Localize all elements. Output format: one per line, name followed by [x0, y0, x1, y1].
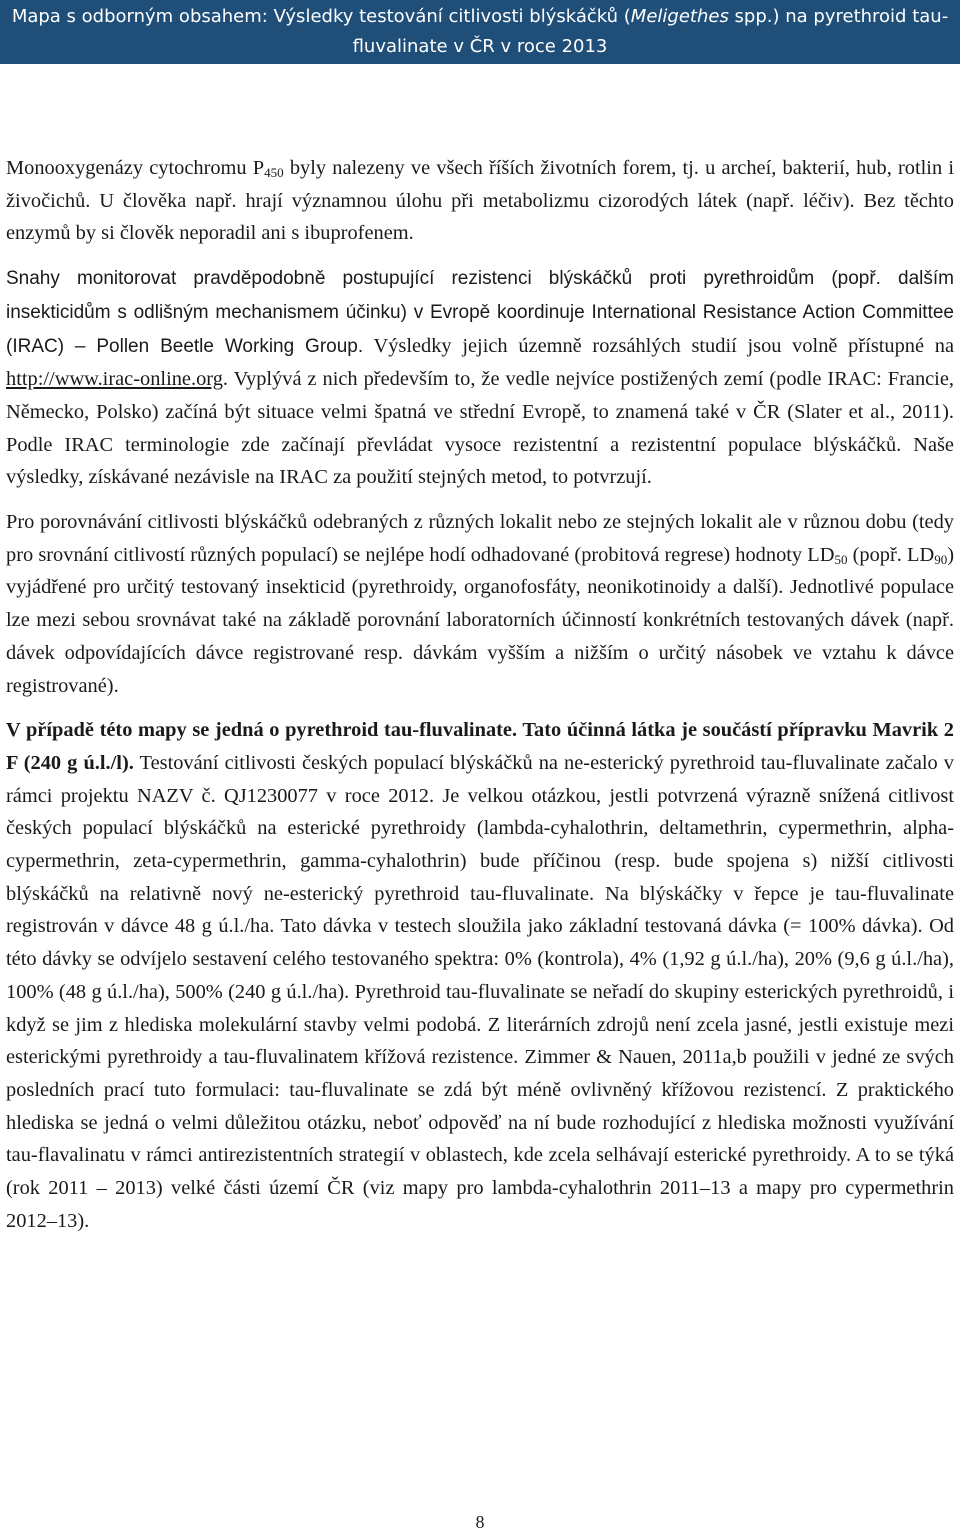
header-genus: Meligethes [630, 6, 729, 27]
text-sans: Snahy monitorovat pravděpodobně postupující rezistenci blýskáčků proti pyrethroidům (popř. dalším insekticidům s odlišným mechanismem účinku) v Evropě koordinuje International Resistance Action Committee (IRAC) – Pollen Beetle Working Group. [6, 268, 954, 357]
paragraph-irac [6, 262, 954, 494]
bold-text: V případě této mapy se jedná o pyrethroid tau-fluvalinate. Tato účinná látka je součástí přípravku Mavrik 2 F (240 g ú.l./l). [6, 719, 954, 774]
text: ) vyjádřené pro určitý testovaný insekticid (pyrethroidy, organofosfáty, neonikotinoidy a další). Jednotlivé populace lze mezi sebou srovnávat také na základě porovnání laboratorních účinností konkrétních testovaných dávek (např. dávek odpovídajících dávce registrované resp. dávkám vyšším a nižším o určitý násobek ve vztahu k dávce registrované). [6, 543, 955, 697]
subscript-ld90: 90 [934, 551, 948, 567]
text: Testování citlivosti českých populací blýskáčků na ne-esterický pyrethroid tau-fluvalinate začalo v rámci projektu NAZV č. QJ1230077 v roce 2012. Je velkou otázkou, jestli potvrzená výrazně snížená citlivost českých populací blýskáčků na esterické pyrethroidy (lambda-cyhalothrin, deltamethrin, cypermethrin, alpha-cypermethrin, zeta-cypermethrin, gamma-cyhalothrin) bude příčinou (resp. bude spojena s) nižší citlivosti blýskáčků na relativně nový ne-esterický pyrethroid tau-fluvalinate. Na blýskáčky v řepce je tau-fluvalinate registrován v dávce 48 g ú.l./ha. Tato dávka v testech sloužila jako základní testovaná dávka (= 100% dávka). Od této dávky se odvíjelo sestavení celého testovaného spektra: 0% (kontrola), 4% (1,92 g ú.l./ha), 20% (9,6 g ú.l./ha), 100% (48 g ú.l./ha), 500% (240 g ú.l./ha). Pyrethroid tau-fluvalinate se neřadí do skupiny esterických pyrethroidů, i když se jim z hlediska molekulární stavby velmi podobá. Z literárních zdrojů není zcela jasné, jestli existuje mezi esterickými pyrethroidy a tau-fluvalinatem křížová rezistence. Zimmer & Nauen, 2011a,b použili v jedné ze svých posledních prací tuto formulaci: tau-fluvalinate se zdá být méně ovlivněný křížovou rezistencí. Z praktického hlediska se jedná o velmi důležitou otázku, neboť odpověď na ní bude rozhodující z hlediska možnosti využívání tau-flavalinatu v rámci antirezistentních strategií v oblastech, kde zcela selhávají esterické pyrethroidy. A to se týká (rok 2011 – 2013) velké části území ČR (viz mapy pro lambda-cyhalothrin 2011–13 a mapy pro cypermethrin 2012–13). [6, 751, 954, 1232]
page-header [0, 0, 960, 64]
header-text: Mapa s odborným obsahem: Výsledky testování citlivosti blýskáčků ( [11, 6, 631, 27]
paragraph-ld50 [6, 506, 954, 702]
document-body [6, 152, 954, 1238]
header-line-1 [0, 2, 960, 32]
header-line-2: fluvalinate v ČR v roce 2013 [352, 36, 608, 57]
text: Monooxygenázy cytochromu P [6, 157, 265, 179]
paragraph-cytochrome [6, 152, 954, 250]
text: . Vyplývá z nich především to, že vedle nejvíce postižených zemí (podle IRAC: Francie, Německo, Polsko) začíná být situace velmi špatná ve střední Evropě, to znamená také v ČR (Slater et al., 2011). Podle IRAC terminologie zde začínají převládat vysoce rezistentní a rezistentní populace blýskáčků. Naše výsledky, získávané nezávisle na IRAC za použití stejných metod, to potvrzují. [6, 368, 954, 489]
header-text-end: spp.) na pyrethroid tau- [728, 6, 949, 27]
irac-link[interactable]: http://www.irac-online.org [6, 368, 223, 391]
text: Pro porovnávání citlivosti blýskáčků odebraných z různých lokalit nebo ze stejných lokalit ale v různou dobu (tedy pro srovnání citlivostí různých populací) se nejlépe hodí odhadované (probitová regrese) hodnoty LD [6, 511, 954, 566]
paragraph-tau-fluvalinate [6, 714, 954, 1237]
text: byly nalezeny ve všech říších životních forem, tj. u archeí, bakterií, hub, rotlin i živočichů. U člověka např. hrají významnou úlohu při metabolizmu cizorodých látek (např. léčiv). Bez těchto enzymů by si člověk neporadil ani s ibuprofenem. [6, 157, 955, 245]
text: (popř. LD [847, 543, 935, 566]
text: Výsledky jejich územně rozsáhlých studií jsou volně přístupné na [363, 334, 954, 357]
subscript-ld50: 50 [834, 551, 848, 567]
page-number: 8 [475, 1512, 485, 1532]
subscript: 450 [264, 165, 284, 180]
